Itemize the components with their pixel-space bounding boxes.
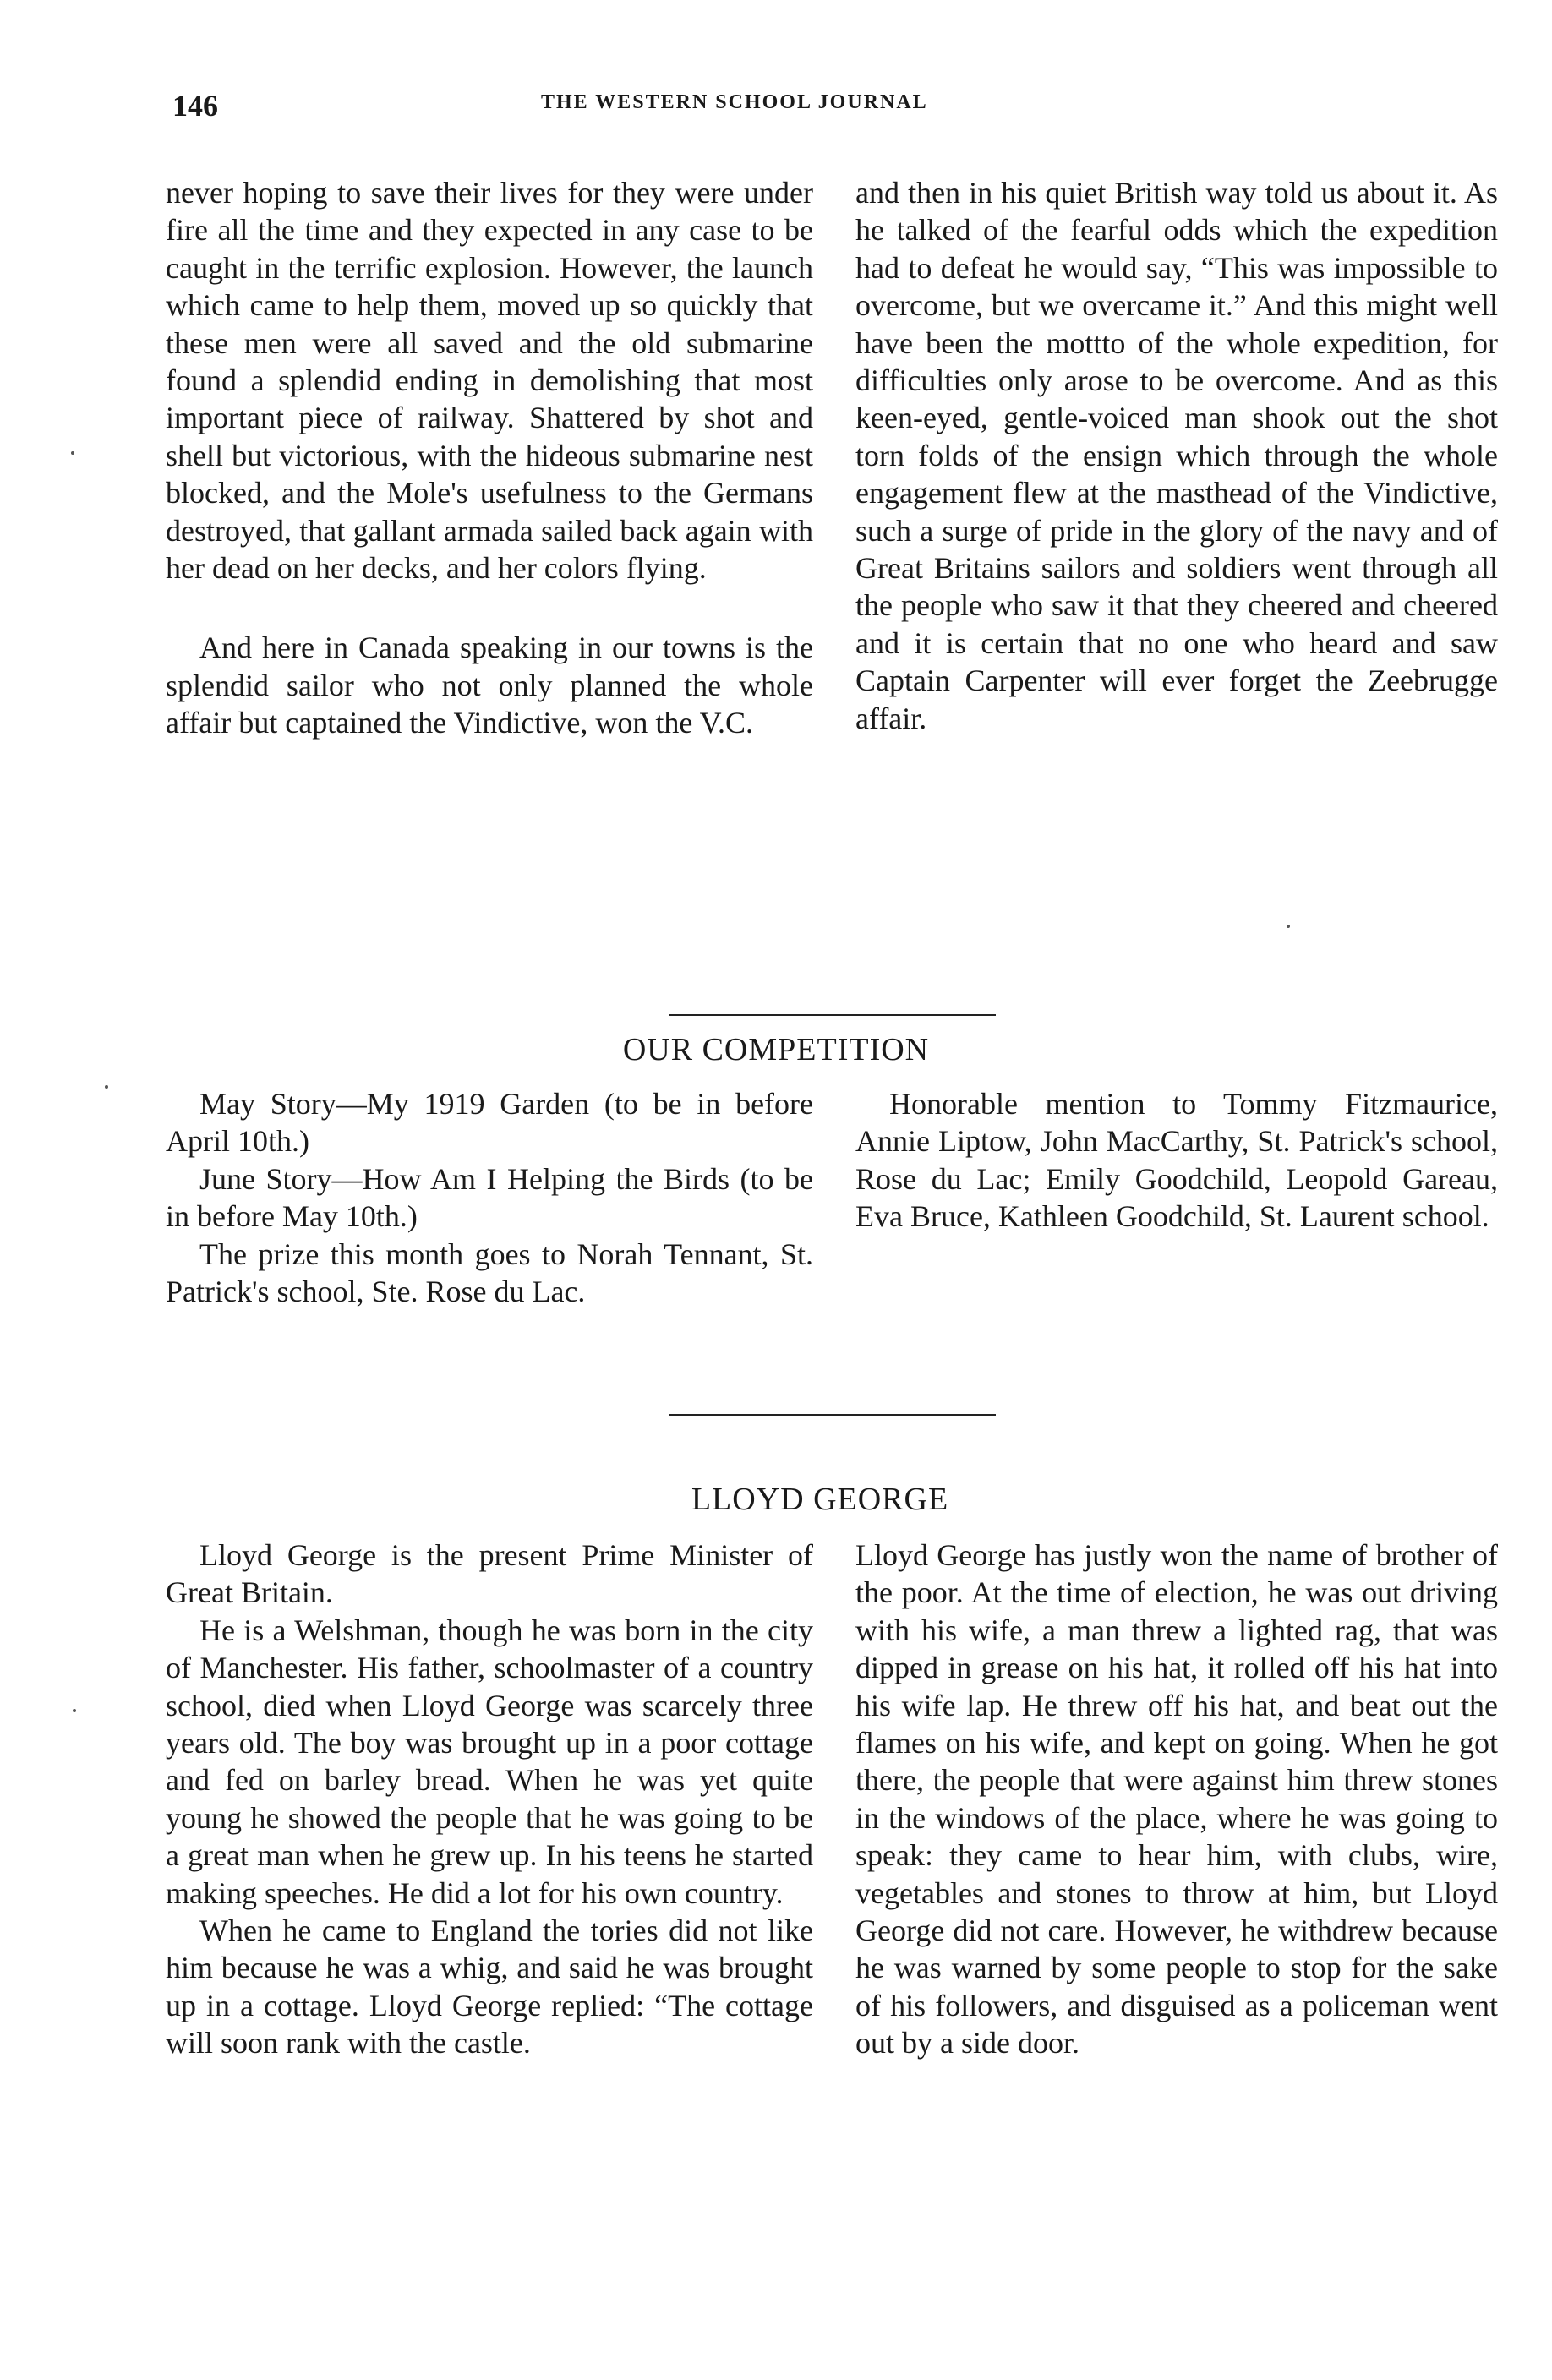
article-top-right-paragraph-1: and then in his quiet British way told us about it. As he talked of the fearful odds which the expedition had to defeat he would say, “This was impossible to overcome, but we overcame it.” And this might well have been the mottto of the whole expedition, for difficulties only arose to be overcome. And as this keen-eyed, gentle-voiced man shook out the shot torn folds of the ensign which through the whole engagement flew at the masthead of the Vindictive, such a surge of pride in the glory of the navy and of Great Britains sailors and soldiers went through all the people who saw it that they cheered and cheered and it is certain that no one who heard and saw Captain Carpenter will ever forget the Zeebrugge affair. bbox=[855, 176, 1498, 735]
competition-prize: The prize this month goes to Norah Tennant, St. Patrick's school, Ste. Rose du Lac. bbox=[166, 1236, 813, 1309]
scan-speck bbox=[1287, 925, 1290, 928]
competition-honorable-mention: Honorable mention to Tommy Fitzmaurice, Annie Liptow, John MacCarthy, St. Patrick's school, Rose du Lac; Emily Goodchild, Leopold Gareau, Eva Bruce, Kathleen Goodchild, St. Laurent school. bbox=[855, 1087, 1498, 1234]
lloyd-george-left-paragraph-1: Lloyd George is the present Prime Minister of Great Britain. bbox=[166, 1538, 813, 1610]
scan-speck bbox=[71, 451, 74, 455]
article-top-left-column bbox=[166, 174, 813, 742]
scan-speck bbox=[73, 1709, 76, 1712]
competition-heading: OUR COMPETITION bbox=[622, 1032, 930, 1067]
article-top-right-column bbox=[855, 174, 1498, 737]
lloyd-george-right-column bbox=[855, 1537, 1498, 2062]
lloyd-george-heading: LLOYD GEORGE bbox=[691, 1482, 949, 1517]
competition-june-story: June Story—How Am I Helping the Birds (to be in before May 10th.) bbox=[166, 1161, 813, 1234]
competition-may-story: May Story—My 1919 Garden (to be in before April 10th.) bbox=[166, 1087, 813, 1159]
article-top-left-paragraph-2: And here in Canada speaking in our towns is the splendid sailor who not only planned the whole affair but captained the Vindictive, won the V.C. bbox=[166, 630, 813, 740]
competition-left-column bbox=[166, 1085, 813, 1310]
lloyd-george-left-paragraph-2: He is a Welshman, though he was born in the city of Manchester. His father, schoolmaster of a country school, died when Lloyd George was scarcely three years old. The boy was brought up in a poor cottage and fed on barley bread. When he was yet quite young he showed the people that he was going to be a great man when he grew up. In his teens he started making speeches. He did a lot for his own country. bbox=[166, 1613, 813, 1910]
article-top-left-paragraph-1: never hoping to save their lives for they were under fire all the time and they expected in any case to be caught in the terrific explosion. However, the launch which came to help them, moved up so quickly that these men were all saved and the old submarine found a splendid ending in demolishing that most important piece of railway. Shattered by shot and shell but victorious, with the hideous submarine nest blocked, and the Mole's usefulness to the Germans destroyed, that gallant armada sailed back again with her dead on her decks, and her colors flying. bbox=[166, 176, 813, 586]
lloyd-george-right-paragraph-1: Lloyd George has justly won the name of brother of the poor. At the time of election, he was out driving with his wife, a man threw a lighted rag, that was dipped in grease on his hat, it rolled off his hat into his wife lap. He threw off his hat, and beat out the flames on his wife, and kept on going. When he got there, the people that were against him threw stones in the windows of the place, where he was going to speak: they came to hear him, with clubs, wire, vegetables and stones to throw at him, but Lloyd George did not care. However, he withdrew because he was warned by some people to stop for the sake of his followers, and disguised as a policeman went out by a side door. bbox=[855, 1538, 1498, 2061]
page-number: 146 bbox=[172, 89, 218, 123]
section-divider-2 bbox=[669, 1414, 996, 1416]
section-divider-1 bbox=[669, 1014, 996, 1016]
journal-title: THE WESTERN SCHOOL JOURNAL bbox=[541, 91, 928, 113]
lloyd-george-left-paragraph-3: When he came to England the tories did not like him because he was a whig, and said he was brought up in a cottage. Lloyd George replied: “The cottage will soon rank with the castle. bbox=[166, 1913, 813, 2061]
competition-right-column bbox=[855, 1085, 1498, 1236]
scan-speck bbox=[105, 1085, 108, 1089]
lloyd-george-left-column bbox=[166, 1537, 813, 2062]
